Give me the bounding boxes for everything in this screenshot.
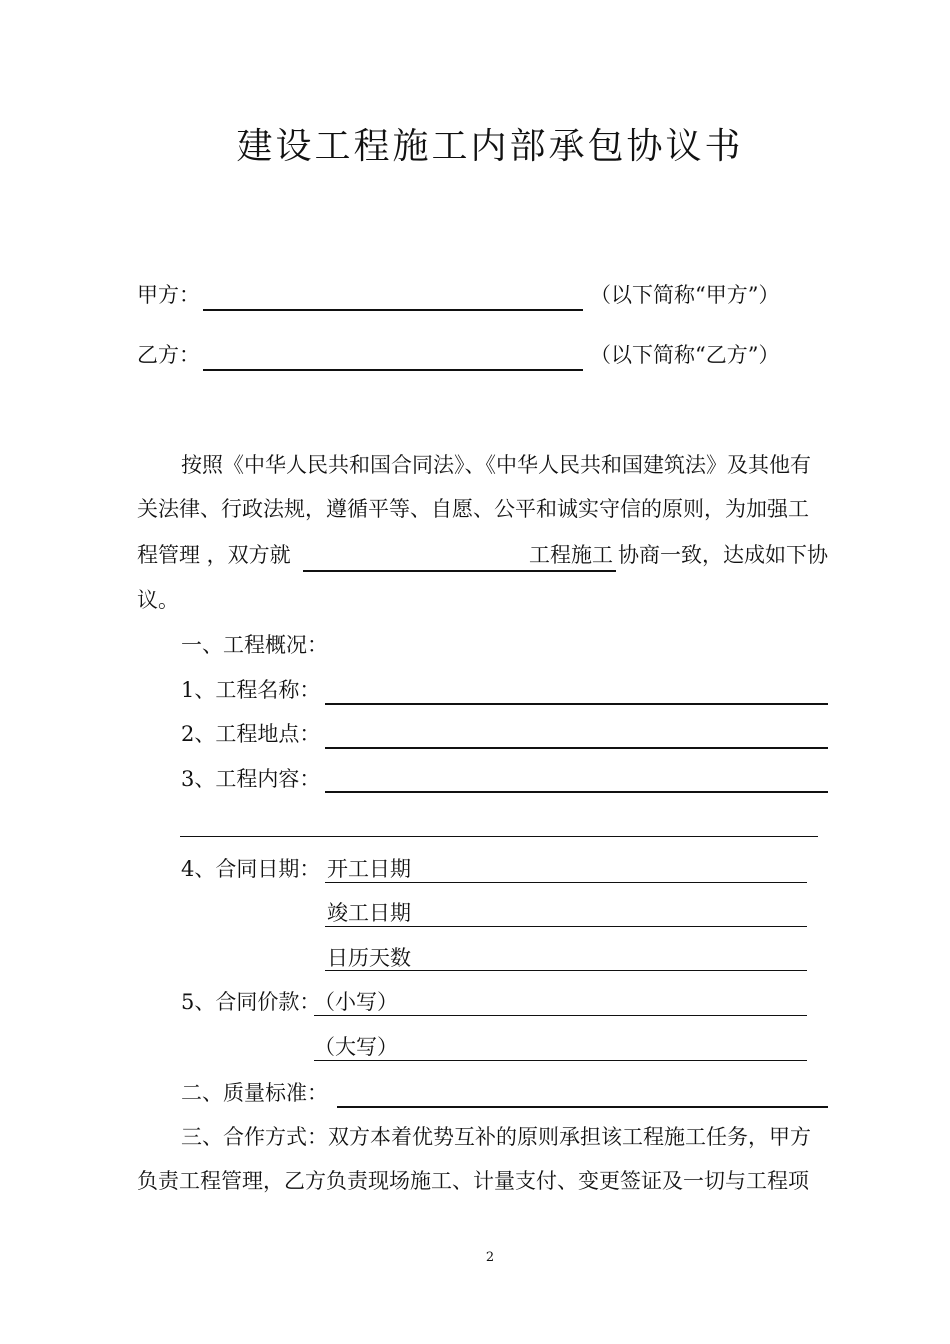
party-b-label: 乙方： bbox=[137, 343, 200, 367]
project-name-line bbox=[325, 703, 828, 705]
price-small-label: （小写） bbox=[314, 990, 398, 1014]
price-small-line bbox=[314, 1015, 807, 1016]
intro-line-2: 关法律、行政法规，遵循平等、自愿、公平和诚实守信的原则，为加强工 bbox=[137, 497, 809, 521]
intro-line-4: 议。 bbox=[137, 588, 179, 612]
party-b-blank-line bbox=[203, 369, 583, 371]
end-date-line bbox=[325, 926, 807, 927]
intro-line-1: 按照《中华人民共和国合同法》、《中华人民共和国建筑法》及其他有 bbox=[181, 453, 811, 477]
document-title: 建设工程施工内部承包协议书 bbox=[236, 126, 744, 167]
contract-dates-label: 4、合同日期： bbox=[181, 857, 321, 881]
calendar-days-label: 日历天数 bbox=[327, 946, 411, 970]
party-a-suffix: （以下简称“甲方”） bbox=[590, 283, 780, 307]
start-date-label: 开工日期 bbox=[327, 857, 411, 881]
party-a-label: 甲方： bbox=[137, 283, 200, 307]
section-1-heading: 一、工程概况： bbox=[181, 633, 328, 657]
price-big-label: （大写） bbox=[314, 1035, 398, 1059]
project-location-line bbox=[325, 747, 828, 749]
party-a-blank-line bbox=[203, 309, 583, 311]
calendar-days-line bbox=[325, 970, 807, 971]
project-name-blank-line bbox=[303, 570, 616, 572]
end-date-label: 竣工日期 bbox=[327, 901, 411, 925]
project-content-label: 3、工程内容： bbox=[181, 767, 321, 791]
project-name-label: 1、工程名称： bbox=[181, 678, 321, 702]
section-2-heading: 二、质量标准： bbox=[181, 1081, 328, 1105]
price-big-line bbox=[314, 1060, 807, 1061]
section-3-line-2: 负责工程管理，乙方负责现场施工、计量支付、变更签证及一切与工程项 bbox=[137, 1169, 809, 1193]
project-content-line-1 bbox=[325, 791, 828, 793]
quality-standard-line bbox=[337, 1106, 828, 1108]
section-3-line-1: 三、合作方式：双方本着优势互补的原则承担该工程施工任务，甲方 bbox=[181, 1125, 811, 1149]
page-number: 2 bbox=[485, 1250, 495, 1265]
intro-line-3-start: 程管理 ，双方就 bbox=[137, 543, 291, 567]
project-location-label: 2、工程地点： bbox=[181, 722, 321, 746]
party-b-suffix: （以下简称“乙方”） bbox=[590, 343, 780, 367]
contract-price-label: 5、合同价款： bbox=[181, 990, 321, 1014]
intro-line-3-end: 协商一致，达成如下协 bbox=[618, 543, 828, 567]
intro-line-3-project: 工程施工 bbox=[529, 543, 613, 567]
project-content-line-2 bbox=[180, 836, 818, 837]
start-date-line bbox=[325, 882, 807, 883]
